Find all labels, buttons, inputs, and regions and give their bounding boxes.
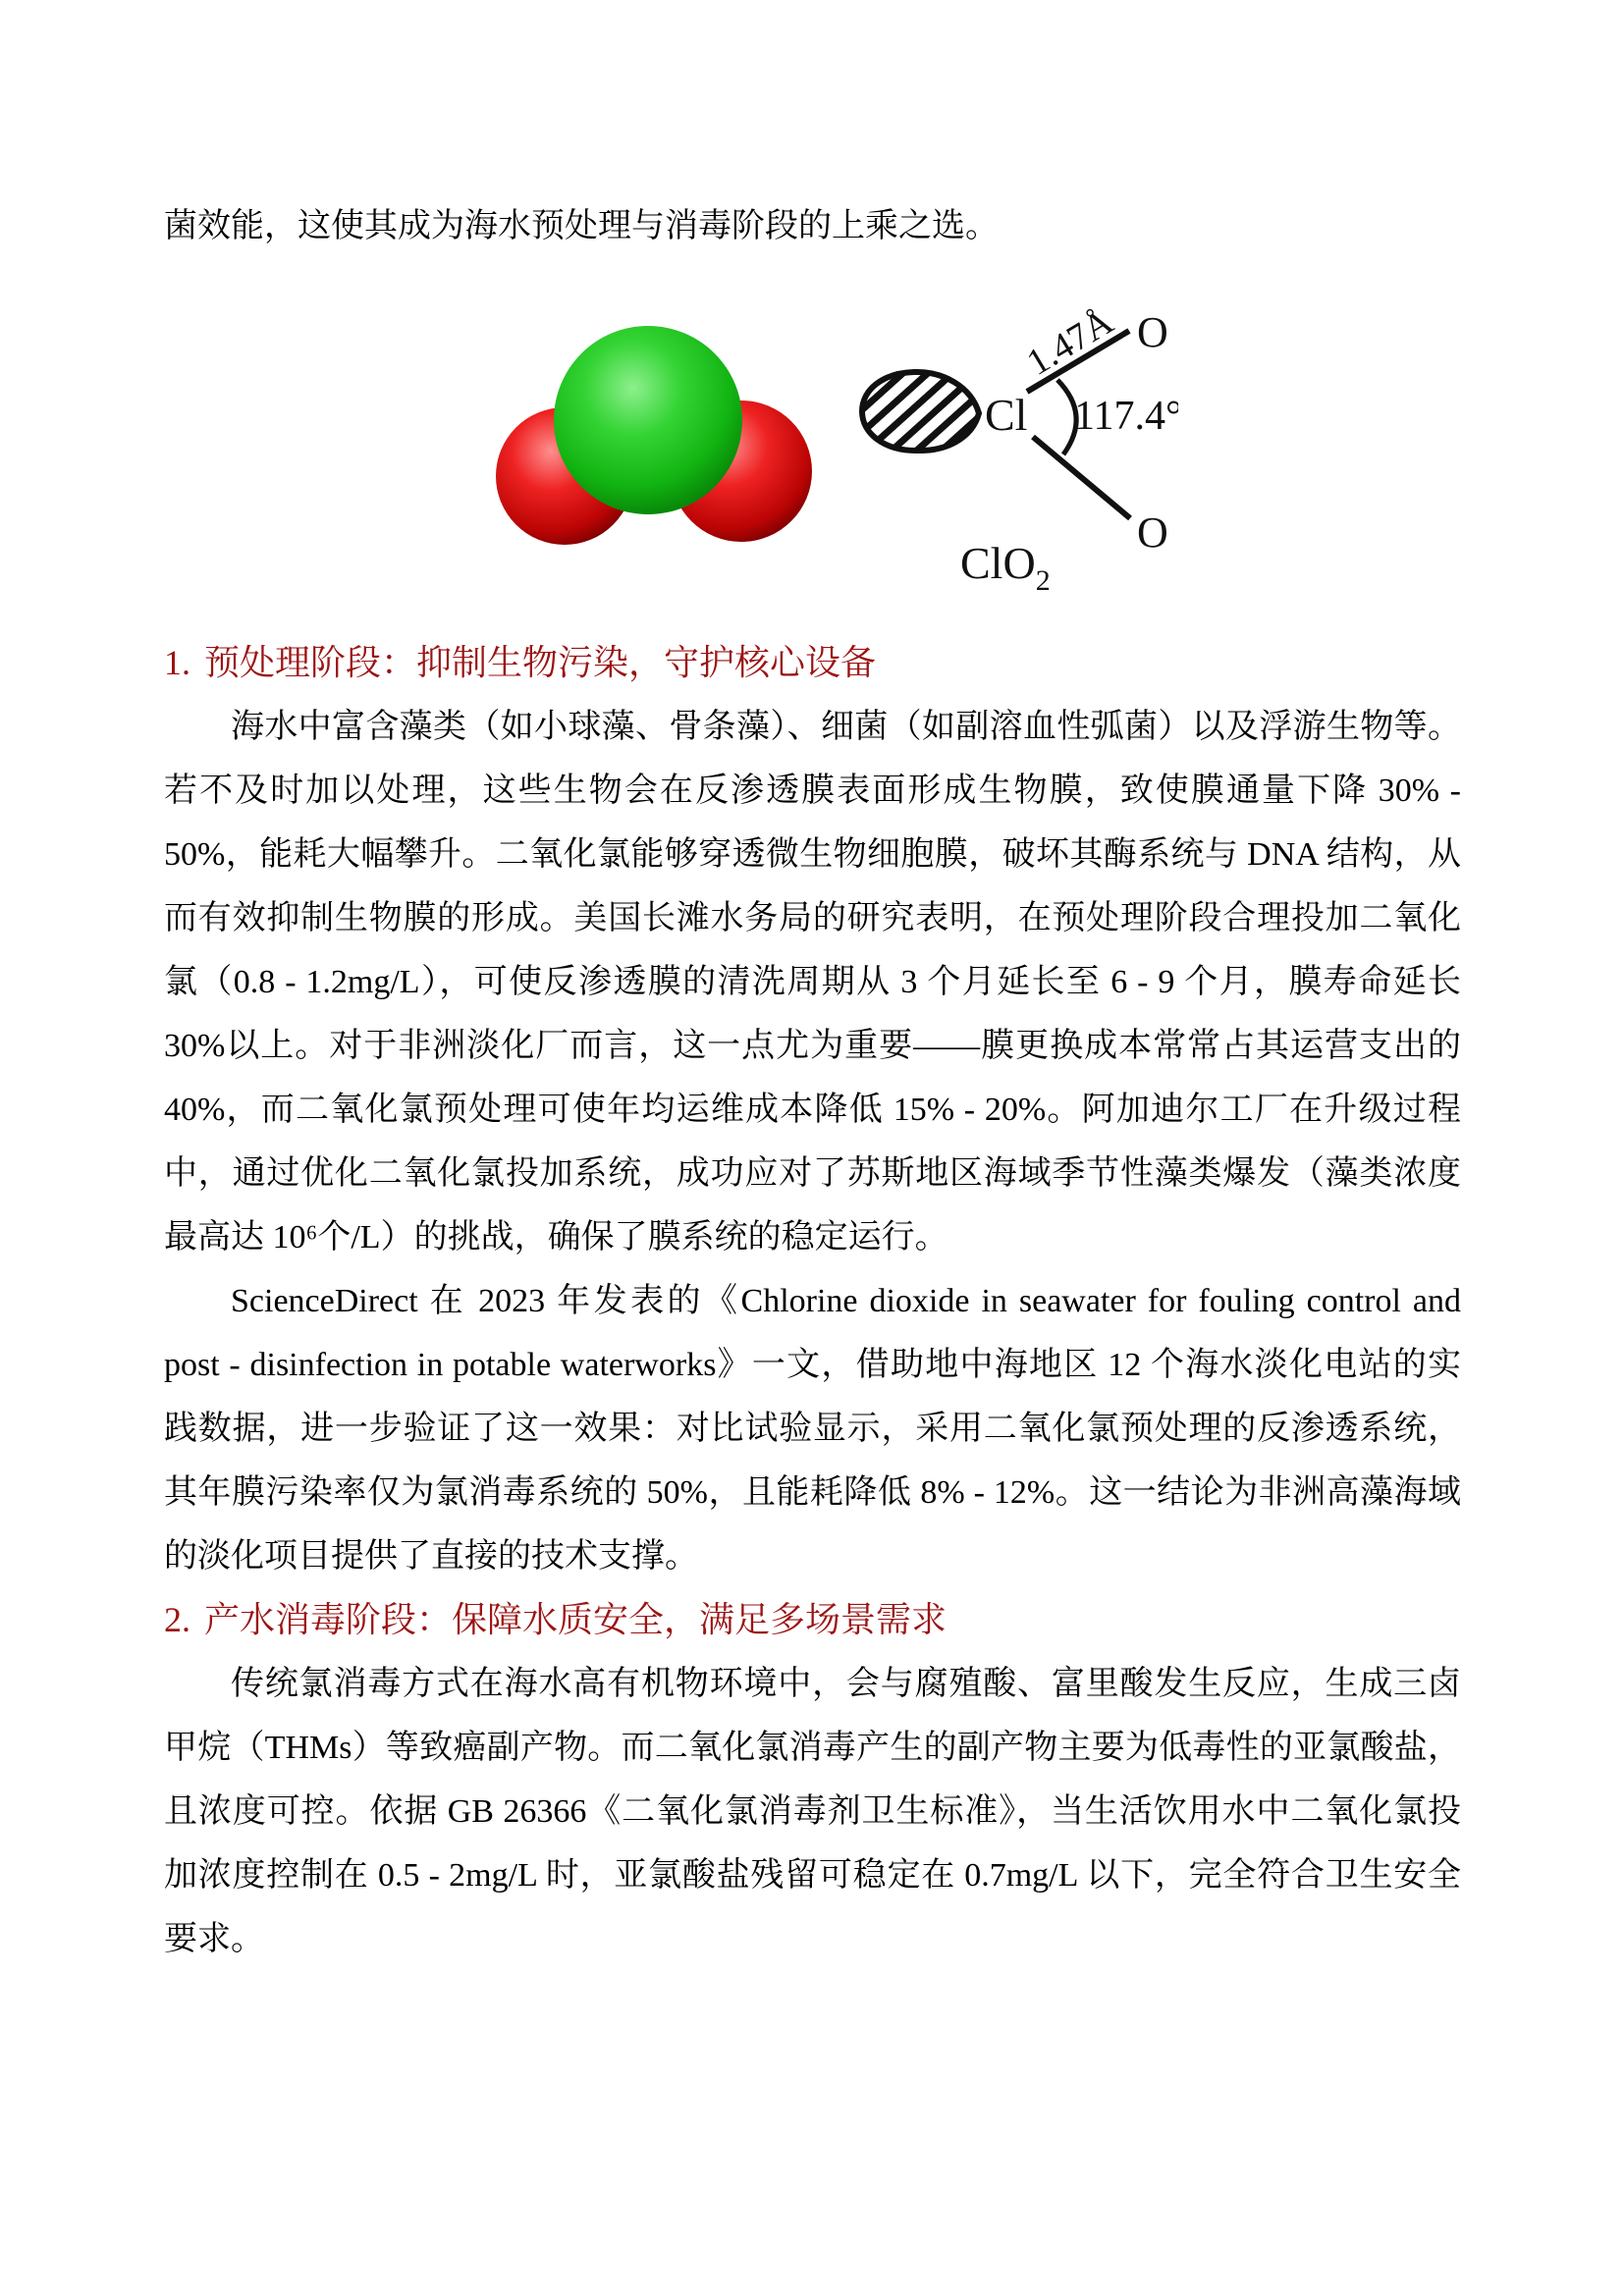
lone-pair-lobe [862,372,979,451]
paragraph: 传统氯消毒方式在海水高有机物环境中，会与腐殖酸、富里酸发生反应，生成三卤甲烷（THMs）等致癌副产物。而二氧化氯消毒产生的副产物主要为低毒性的亚氯酸盐，且浓度可控。依据 GB 26366《二氧化氯消毒剂卫生标准》，当生活饮用水中二氧化氯投加浓度控制在 0.5 - 2mg/L 时，亚氯酸盐残留可稳定在 0.7mg/L 以下，完全符合卫生安全要求。 [164,1666,1461,1957]
section-1-number: 1. [164,643,190,682]
section-2-number: 2. [164,1600,190,1639]
paragraph: ScienceDirect 在 2023 年发表的《Chlorine dioxide in seawater for fouling control and post - disinfection in potable waterworks》一文，借助地中海地区 12 个海水淡化电站的实践数据，进一步验证了这一效果：对比试验显示，采用二氧化氯预处理的反渗透系统，其年膜污染率仅为氯消毒系统的 50%，且能耗降低 8% - 12%。这一结论为非洲高藻海域的淡化项目提供了直接的技术支撑。 [164,1283,1461,1575]
chlorine-atom [554,326,742,514]
section-1-title: 预处理阶段：抑制生物污染，守护核心设备 [204,643,877,682]
oxygen-label-top: O [1137,308,1168,356]
bond-length-label: 1.47Å [1019,300,1120,384]
bond-lower [1033,437,1130,518]
space-filling-model [496,326,812,545]
clo2-figure [491,290,1178,604]
section-2-body [164,1652,1461,1971]
section-2-title: 产水消毒阶段：保障水质安全，满足多场景需求 [204,1600,947,1639]
section-1-body [164,695,1461,1588]
paragraph: 海水中富含藻类（如小球藻、骨条藻）、细菌（如副溶血性弧菌）以及浮游生物等。若不及时加以处理，这些生物会在反渗透膜表面形成生物膜，致使膜通量下降 30% - 50%，能耗大幅攀升。二氧化氯能够穿透微生物细胞膜，破坏其酶系统与 DNA 结构，从而有效抑制生物膜的形成。美国长滩水务局的研究表明，在预处理阶段合理投加二氧化氯（0.8 - 1.2mg/L），可使反渗透膜的清洗周期从 3 个月延长至 6 - 9 个月，膜寿命延长 30%以上。对于非洲淡化厂而言，这一点尤为重要——膜更换成本常常占其运营支出的 40%，而二氧化氯预处理可使年均运维成本降低 15% - 20%。阿加迪尔工厂在升级过程中，通过优化二氧化氯投加系统，成功应对了苏斯地区海域季节性藻类爆发（藻类浓度最高达 10⁶个/L）的挑战，确保了膜系统的稳定运行。 [164,709,1461,1255]
section-1-heading [164,631,1461,695]
structural-diagram [862,300,1178,597]
section-2-heading [164,1588,1461,1652]
oxygen-label-bottom: O [1137,508,1168,557]
formula-label: ClO$_2$ [960,538,1051,597]
chlorine-label: Cl [985,390,1028,440]
bond-angle-label: 117.4° [1074,394,1178,439]
intro-line: 菌效能，这使其成为海水预处理与消毒阶段的上乘之选。 [164,208,999,244]
clo2-molecule-illustration [491,290,1178,604]
